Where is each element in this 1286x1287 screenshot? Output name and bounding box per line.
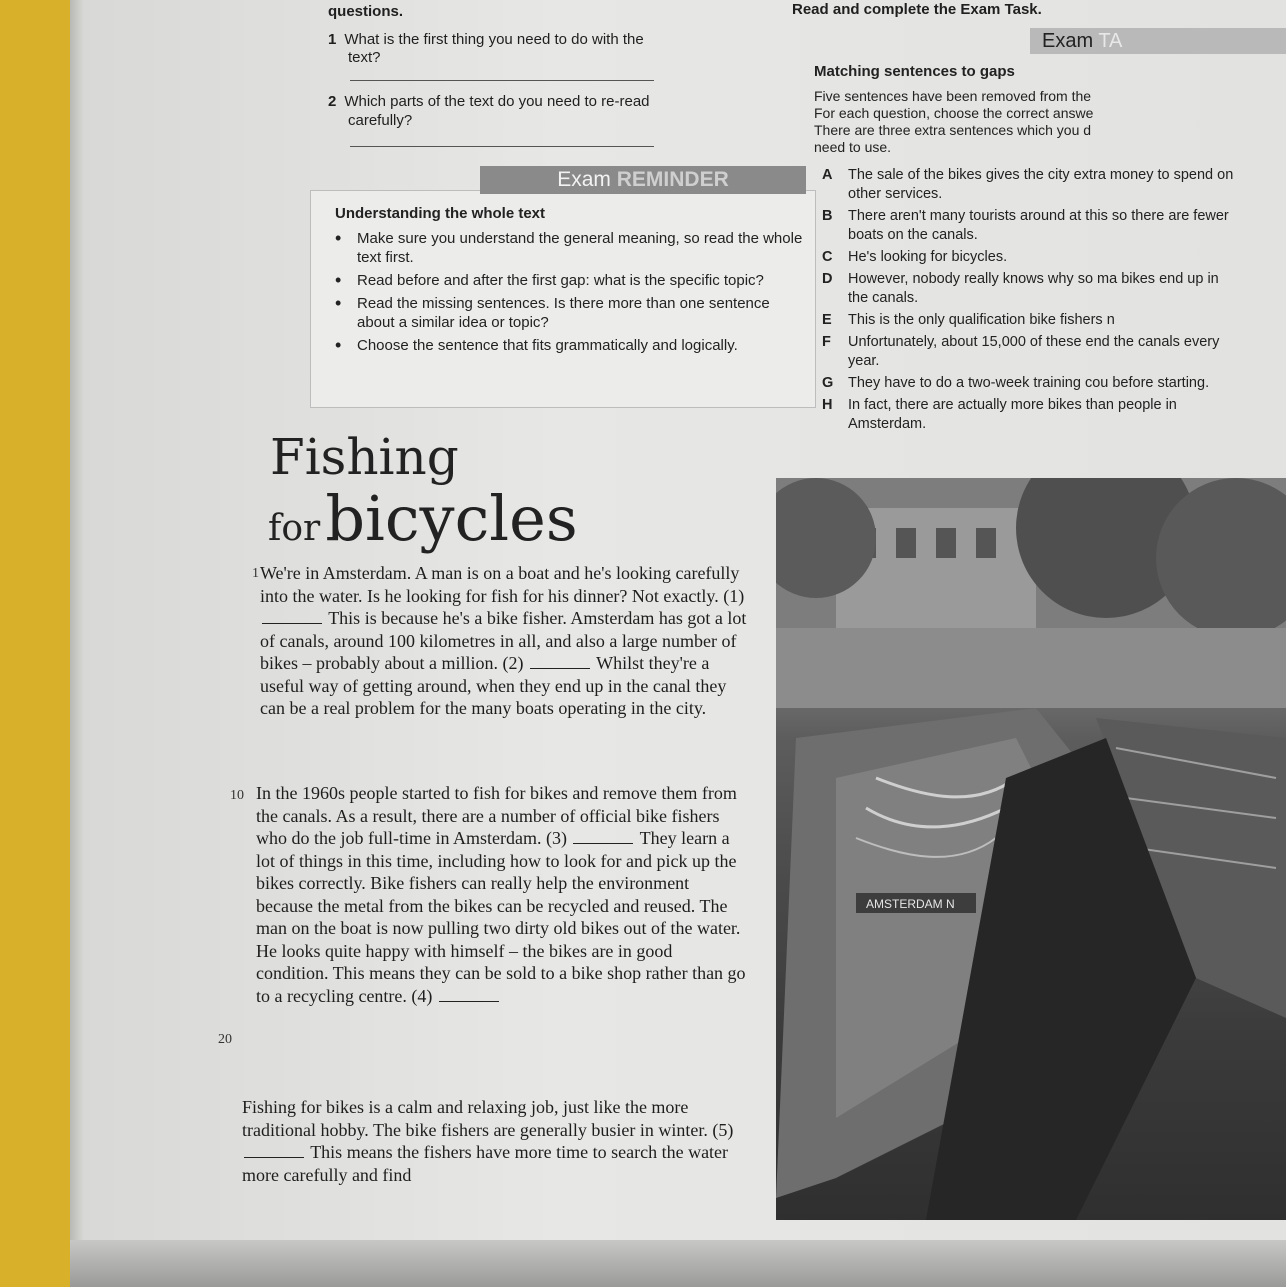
question-number: 2 — [328, 93, 337, 110]
option-letter: D — [822, 271, 833, 287]
question-2 — [328, 92, 650, 111]
para2-part-a: In the 1960s people started to fish for bikes and remove them from the canals. As a result, there are a number of official bike fishers who do the job full-time in Amsterdam. (3) — [256, 783, 737, 848]
article-title-fishing: Fishing — [270, 428, 459, 486]
option-a[interactable] — [822, 166, 1242, 204]
task-instruction: Read and complete the Exam Task. — [792, 1, 1042, 18]
task-label-exam: Exam — [1042, 30, 1094, 52]
reminder-label-exam: Exam — [557, 168, 611, 191]
option-h[interactable] — [822, 396, 1242, 434]
option-text: In fact, there are actually more bikes than people in Amsterdam. — [848, 397, 1177, 432]
question-text: Which parts of the text do you need to re-read — [344, 93, 650, 110]
gap-2[interactable] — [530, 667, 590, 669]
option-text: He's looking for bicycles. — [848, 249, 1008, 265]
para1-part-a: We're in Amsterdam. A man is on a boat and he's looking carefully into the water. Is he looking for fish for his dinner? Not exactly. (1) — [260, 563, 745, 606]
line-number: 10 — [230, 788, 244, 803]
option-text: However, nobody really knows why so ma bikes end up in the canals. — [848, 271, 1219, 306]
task-intro — [814, 88, 1254, 156]
answer-options — [822, 166, 1242, 437]
option-letter: E — [822, 312, 832, 328]
page-bottom-shadow — [70, 1240, 1286, 1287]
option-c[interactable] — [822, 248, 1242, 267]
article-title-bicycles — [268, 482, 578, 555]
article-paragraph-2 — [256, 782, 748, 1007]
para1-part-b: This is because he's a bike fisher. Amsterdam has got a lot of canals, around 100 kilometres in all, and also a large number of bikes – probably about a million. (2) — [260, 608, 747, 673]
option-text: Unfortunately, about 15,000 of these end the canals every year. — [848, 334, 1220, 369]
reminder-bullet: • Read the missing sentences. Is there more than one sentence about a similar idea or topic? — [335, 294, 805, 332]
option-text: This is the only qualification bike fishers n — [848, 312, 1115, 328]
answer-line-1[interactable] — [350, 80, 654, 81]
reminder-label-reminder: REMINDER — [616, 168, 729, 191]
questions-heading: questions. — [328, 3, 404, 20]
task-intro-line: need to use. — [814, 139, 892, 155]
question-1-line2: text? — [348, 49, 381, 66]
task-intro-line: Five sentences have been removed from the — [814, 88, 1092, 104]
option-letter: A — [822, 167, 833, 183]
article-paragraph-1 — [260, 562, 750, 720]
line-number: 20 — [218, 1032, 232, 1047]
photo-illustration — [776, 478, 1286, 1220]
title-for: for — [268, 508, 321, 549]
answer-line-2[interactable] — [350, 146, 654, 147]
option-e[interactable] — [822, 311, 1242, 330]
gap-5[interactable] — [244, 1156, 304, 1158]
line-number: 1 — [252, 566, 259, 581]
task-title: Matching sentences to gaps — [814, 63, 1015, 80]
canal-boat-photo — [776, 478, 1286, 1220]
option-letter: C — [822, 249, 833, 265]
boat-label: AMSTERDAM N — [866, 897, 955, 911]
para1-part-c: Whilst they're a useful way of getting around, when they end up in the canal they can be a real problem for the many boats operating in the city. — [260, 653, 727, 718]
reminder-bullet: • Read before and after the first gap: what is the specific topic? — [335, 271, 805, 290]
question-number: 1 — [328, 31, 337, 48]
option-letter: G — [822, 375, 834, 391]
option-text: There aren't many tourists around at this so there are fewer boats on the canals. — [848, 208, 1229, 243]
para3-part-b: This means the fishers have more time to search the water more carefully and find — [242, 1142, 729, 1185]
question-text: What is the first thing you need to do with the — [344, 31, 644, 48]
para3-part-a: Fishing for bikes is a calm and relaxing job, just like the more traditional hobby. The bike fishers are generally busier in winter. (5) — [242, 1097, 734, 1140]
option-d[interactable] — [822, 270, 1242, 308]
option-text: They have to do a two-week training cou before starting. — [848, 375, 1210, 391]
gap-1[interactable] — [262, 622, 322, 624]
reminder-bullet: • Choose the sentence that fits grammatically and logically. — [335, 336, 805, 355]
exam-reminder-box — [310, 190, 816, 408]
reminder-title: Understanding the whole text — [335, 205, 546, 222]
title-bicycles: bicycles — [325, 482, 578, 555]
task-intro-line: For each question, choose the correct answe — [814, 105, 1094, 121]
reminder-bullets — [335, 229, 805, 359]
task-label-task: TA — [1098, 30, 1123, 52]
option-text: The sale of the bikes gives the city extra money to spend on other services. — [848, 167, 1234, 202]
option-letter: F — [822, 334, 831, 350]
question-1 — [328, 30, 644, 49]
gap-4[interactable] — [439, 1000, 499, 1002]
option-f[interactable] — [822, 333, 1242, 371]
gap-3[interactable] — [573, 842, 633, 844]
textbook-page — [70, 0, 1286, 1287]
option-b[interactable] — [822, 207, 1242, 245]
reminder-bullet: • Make sure you understand the general meaning, so read the whole text first. — [335, 229, 805, 267]
para2-part-b: They learn a lot of things in this time, including how to look for and pick up the bikes correctly. Bike fishers can really help the environment because the metal from the bikes can be recycled and reused. The man on the boat is now pulling two dirty old bikes out of the water. He looks quite happy with himself – the bikes are in good condition. This means they can be sold to a bike shop rather than go to a recycling centre. (4) — [256, 828, 746, 1006]
exam-task-label — [1030, 28, 1286, 54]
option-letter: B — [822, 208, 833, 224]
question-2-line2: carefully? — [348, 112, 413, 129]
option-letter: H — [822, 397, 833, 413]
task-intro-line: There are three extra sentences which you d — [814, 122, 1092, 138]
exam-reminder-label — [480, 166, 806, 194]
article-paragraph-3 — [242, 1096, 762, 1186]
option-g[interactable] — [822, 374, 1242, 393]
page-edge-shadow — [70, 0, 84, 1287]
